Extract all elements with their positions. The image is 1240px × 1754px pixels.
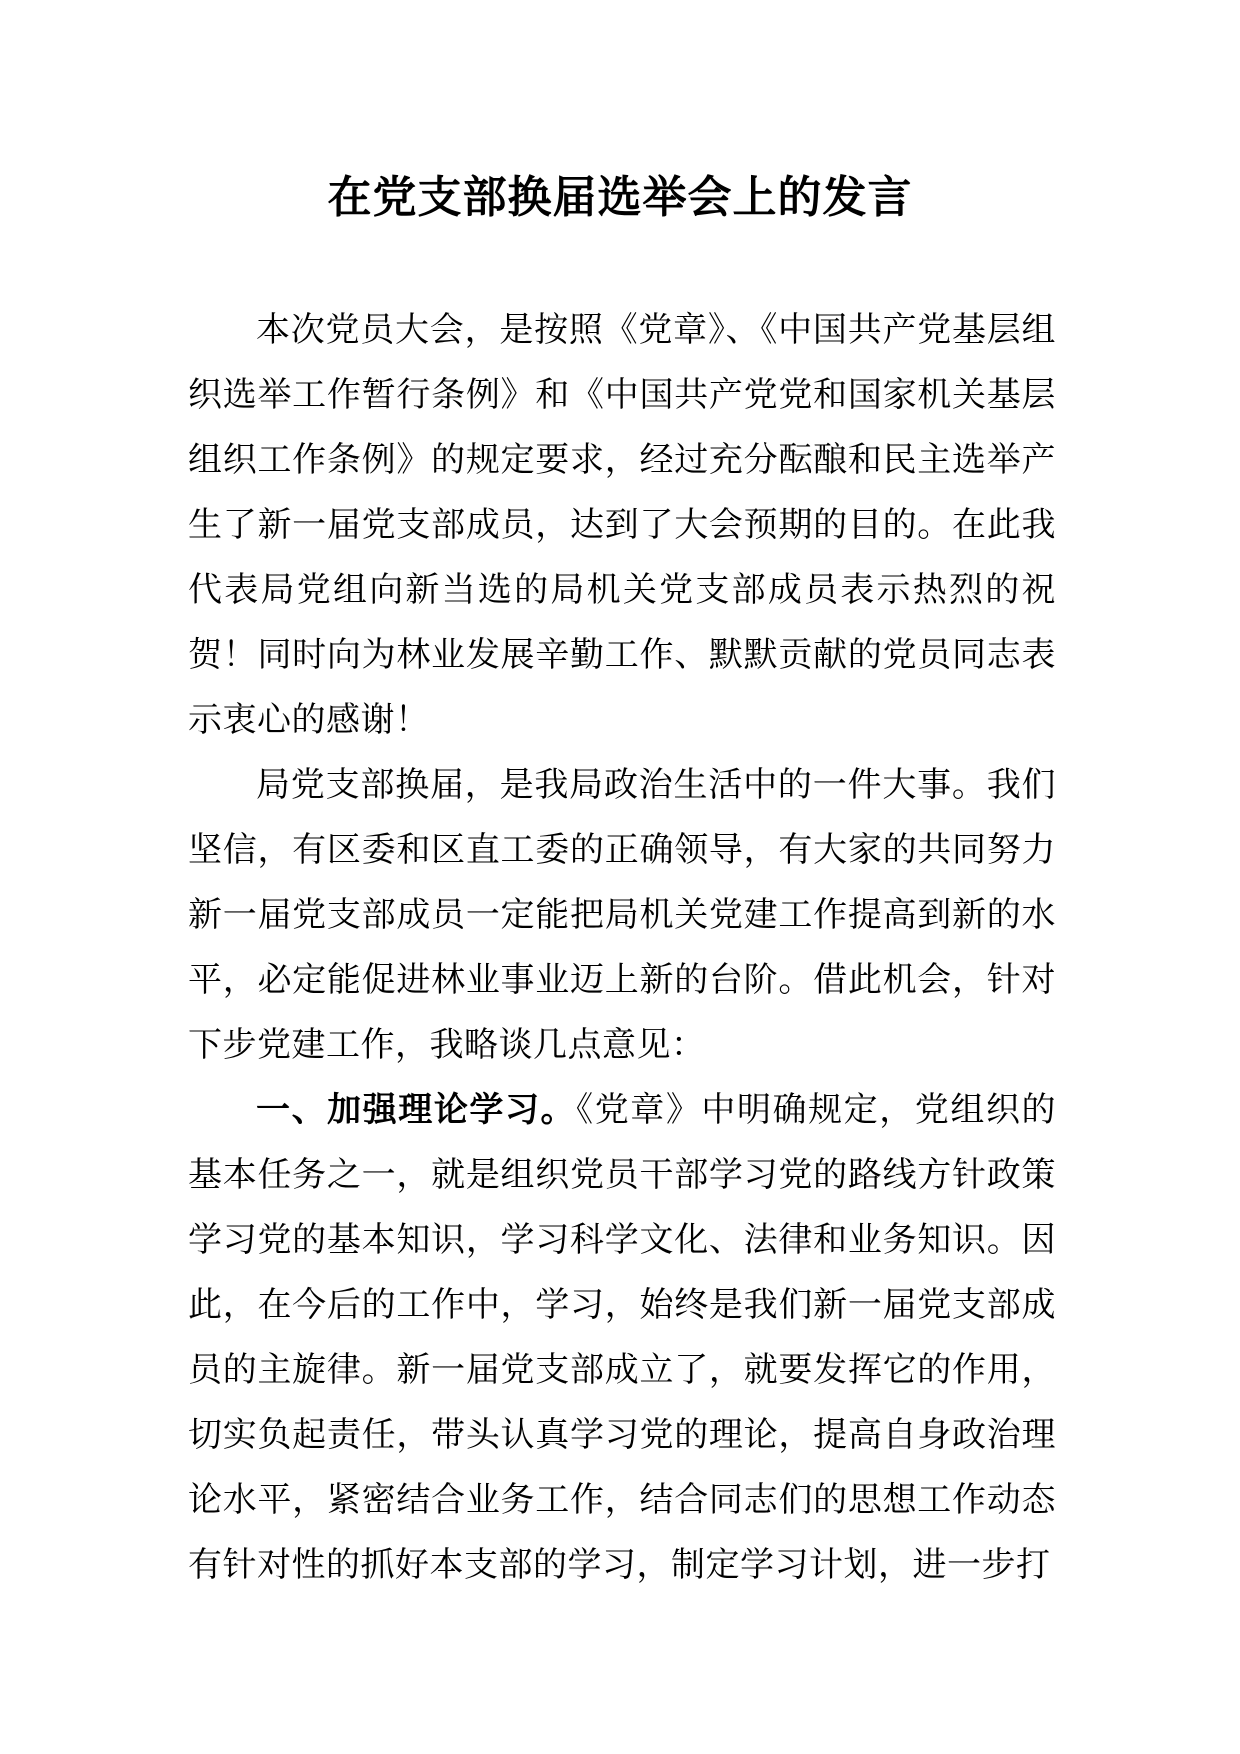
paragraph-3 <box>188 1078 1056 1598</box>
paragraph-2-text: 局党支部换届，是我局政治生活中的一件大事。我们坚信，有区委和区直工委的正确领导，有大家的共同努力新一届党支部成员一定能把局机关党建工作提高到新的水平，必定能促进林业事业迈上新的台阶。借此机会，针对下步党建工作，我略谈几点意见： <box>188 765 1056 1065</box>
paragraph-3-text: 《党章》中明确规定，党组织的基本任务之一，就是组织党员干部学习党的路线方针政策学习党的基本知识，学习科学文化、法律和业务知识。因此，在今后的工作中，学习，始终是我们新一届党支部成员的主旋律。新一届党支部成立了，就要发挥它的作用，切实负起责任，带头认真学习党的理论，提高自身政治理论水平，紧密结合业务工作，结合同志们的思想工作动态有针对性的抓好本支部的学习，制定学习计划，进一步打 <box>188 1090 1057 1585</box>
document-body <box>188 298 1056 1598</box>
document-title: 在党支部换届选举会上的发言 <box>327 172 913 223</box>
section-heading-1: 一、加强理论学习。 <box>256 1090 577 1130</box>
paragraph-2 <box>188 753 1056 1078</box>
paragraph-1 <box>188 298 1056 753</box>
paragraph-1-text: 本次党员大会，是按照《党章》、《中国共产党基层组织选举工作暂行条例》和《中国共产党党和国家机关基层组织工作条例》的规定要求，经过充分酝酿和民主选举产生了新一届党支部成员，达到了大会预期的目的。在此我代表局党组向新当选的局机关党支部成员表示热烈的祝贺！同时向为林业发展辛勤工作、默默贡献的党员同志表示衷心的感谢！ <box>188 310 1056 740</box>
